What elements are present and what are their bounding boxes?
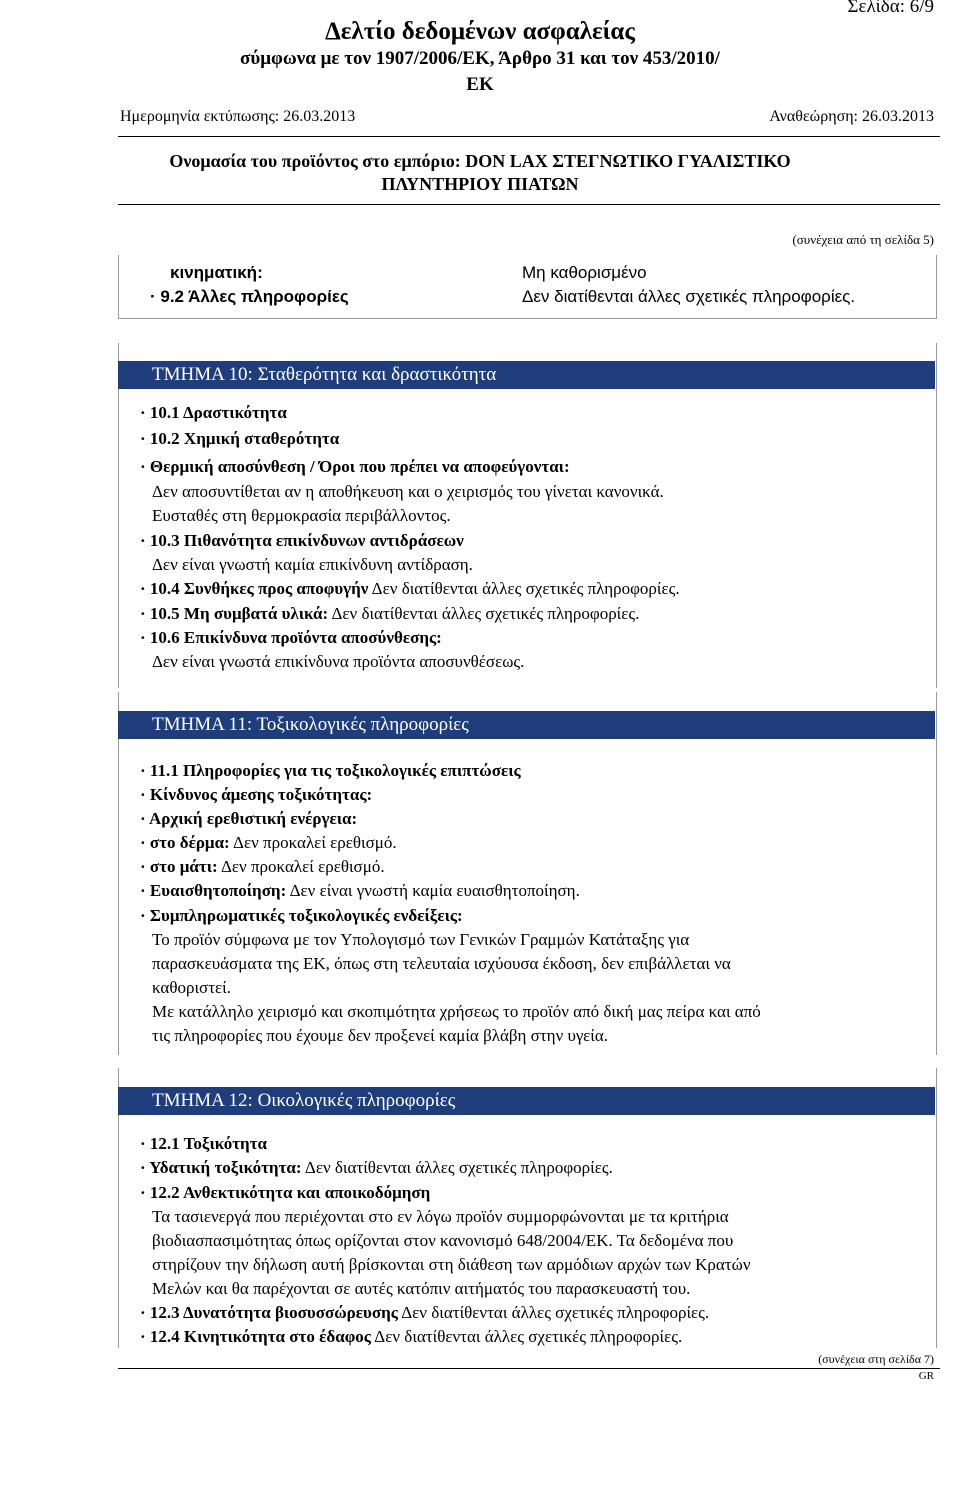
s12-line4: Τα τασιενεργά που περιέχονται στο εν λόγω προϊόν συμμορφώνονται με τα κριτήρια [152,1207,729,1226]
document-title: Δελτίο δεδομένων ασφαλείας [325,18,635,45]
s10-line4: Δεν αποσυντίθεται αν η αποθήκευση και ο χειρισμός του γίνεται κανονικά. [152,482,664,501]
s11-line1: · 11.1 Πληροφορίες για τις τοξικολογικές επιπτώσεις [140,761,521,780]
s10-line9-label: · 10.5 Μη συμβατά υλικά: [140,604,329,623]
s10-line6: · 10.3 Πιθανότητα επικίνδυνων αντιδράσεων [140,531,464,550]
s11-line4-value: Δεν προκαλεί ερεθισμό. [229,833,397,852]
s11-line9: παρασκευάσματα της ΕΚ, όπως στη τελευταία ισχύουσα έκδοση, δεν επιβάλλεται να [152,954,731,973]
section10-title: ΤΜΗΜΑ 10: Σταθερότητα και δραστικότητα [118,361,935,389]
s11-line12: τις πληροφορίες που έχουμε δεν προξενεί καμία βλάβη στην υγεία. [152,1026,609,1045]
s11-line11: Με κατάλληλο χειρισμό και σκοπιμότητα χρήσεως το προϊόν από δική μας πείρα και από [152,1002,761,1021]
s11-line6-label: · Ευαισθητοποίηση: [140,881,287,900]
s12-line9 [140,1326,682,1348]
other-info-label: · 9.2 Άλλες πληροφορίες [150,287,349,306]
continuation-to: (συνέχεια στη σελίδα 7) [818,1352,934,1366]
s12-line9-value: Δεν διατίθενται άλλες σχετικές πληροφορίες. [370,1327,683,1346]
s10-line5: Ευσταθές στη θερμοκρασία περιβάλλοντος. [152,506,451,525]
s12-line8-value: Δεν διατίθενται άλλες σχετικές πληροφορίες. [397,1303,710,1322]
s12-line6: στηρίζουν την δήλωση αυτή βρίσκονται στη διάθεση των αρμόδιων αρχών των Κρατών [152,1255,751,1274]
kinematic-value: Μη καθορισμένο [522,263,647,282]
s11-line3: · Αρχική ερεθιστική ενέργεια: [140,809,358,828]
s11-line6 [140,880,580,902]
s10-line7: Δεν είναι γνωστή καμία επικίνδυνη αντίδραση. [152,555,473,574]
kinematic-label: κινηματική: [170,263,263,282]
s10-line3: · Θερμική αποσύνθεση / Όροι που πρέπει να αποφεύγονται: [140,457,570,476]
s10-line8 [140,578,680,600]
revision-date: Αναθεώρηση: 26.03.2013 [769,108,934,125]
s12-line2-value: Δεν διατίθενται άλλες σχετικές πληροφορίες. [301,1158,613,1177]
country-code: GR [918,1370,934,1382]
continuation-from: (συνέχεια από τη σελίδα 5) [792,232,934,247]
s11-line5 [140,856,385,878]
s10-line11: Δεν είναι γνωστά επικίνδυνα προϊόντα αποσυνθέσεως. [152,652,525,671]
section11-title: ΤΜΗΜΑ 11: Τοξικολογικές πληροφορίες [118,711,935,739]
s10-line10: · 10.6 Επικίνδυνα προϊόντα αποσύνθεσης: [140,628,442,647]
s10-line2: · 10.2 Χημική σταθερότητα [140,429,340,448]
s12-line2 [140,1157,613,1179]
s10-line9 [140,603,639,625]
s11-line7: · Συμπληρωματικές τοξικολογικές ενδείξεις: [140,906,463,925]
footer-divider [118,1368,940,1369]
s10-line8-value: Δεν διατίθενται άλλες σχετικές πληροφορίες. [368,579,680,598]
s12-line9-label: · 12.4 Κινητικότητα στο έδαφος [140,1327,371,1346]
other-info-value: Δεν διατίθενται άλλες σχετικές πληροφορίες. [522,287,856,306]
s11-line4 [140,832,397,854]
product-name-line2: ΠΛΥΝΤΗΡΙΟΥ ΠΙΑΤΩΝ [381,174,579,194]
s12-line2-label: · Υδατική τοξικότητα: [140,1158,302,1177]
s11-line5-label: · στο μάτι: [140,857,218,876]
s10-line8-label: · 10.4 Συνθήκες προς αποφυγήν [140,579,369,598]
header-divider [118,136,940,137]
s12-line3: · 12.2 Ανθεκτικότητα και αποικοδόμηση [140,1183,431,1202]
print-date: Ημερομηνία εκτύπωσης: 26.03.2013 [120,108,356,125]
s11-line8: Το προϊόν σύμφωνα με τον Υπολογισμό των Γενικών Γραμμών Κατάταξης για [152,930,690,949]
product-divider [118,204,940,205]
s11-line10: καθοριστεί. [152,978,231,997]
section12-title: ΤΜΗΜΑ 12: Οικολογικές πληροφορίες [118,1087,935,1115]
s12-line8-label: · 12.3 Δυνατότητα βιοσυσσώρευσης [140,1303,398,1322]
page-number: Σελίδα: 6/9 [847,0,934,17]
s11-line6-value: Δεν είναι γνωστή καμία ευαισθητοποίηση. [286,881,580,900]
s11-line4-label: · στο δέρμα: [140,833,230,852]
s10-line1: · 10.1 Δραστικότητα [140,403,287,422]
s10-line9-value: Δεν διατίθενται άλλες σχετικές πληροφορίες. [328,604,640,623]
document-subtitle-line1: σύμφωνα με τον 1907/2006/ΕΚ, Άρθρο 31 και τον 453/2010/ [240,48,720,69]
product-name-line1: Ονομασία του προϊόντος στο εμπόριο: DON LAX ΣΤΕΓΝΩΤΙΚΟ ΓΥΑΛΙΣΤΙΚΟ [169,151,791,171]
s12-line1: · 12.1 Τοξικότητα [140,1134,268,1153]
s12-line8 [140,1302,709,1324]
document-subtitle-line2: ΕΚ [466,74,494,95]
s12-line7: Μελών και θα παρέχονται σε αυτές κατόπιν αιτήματός του παρασκευαστή του. [152,1279,691,1298]
s12-line5: βιοδιασπασιμότητας όπως ορίζονται στον κανονισμό 648/2004/ΕΚ. Τα δεδομένα που [152,1231,734,1250]
s11-line2: · Κίνδυνος άμεσης τοξικότητας: [140,785,373,804]
s11-line5-value: Δεν προκαλεί ερεθισμό. [217,857,385,876]
